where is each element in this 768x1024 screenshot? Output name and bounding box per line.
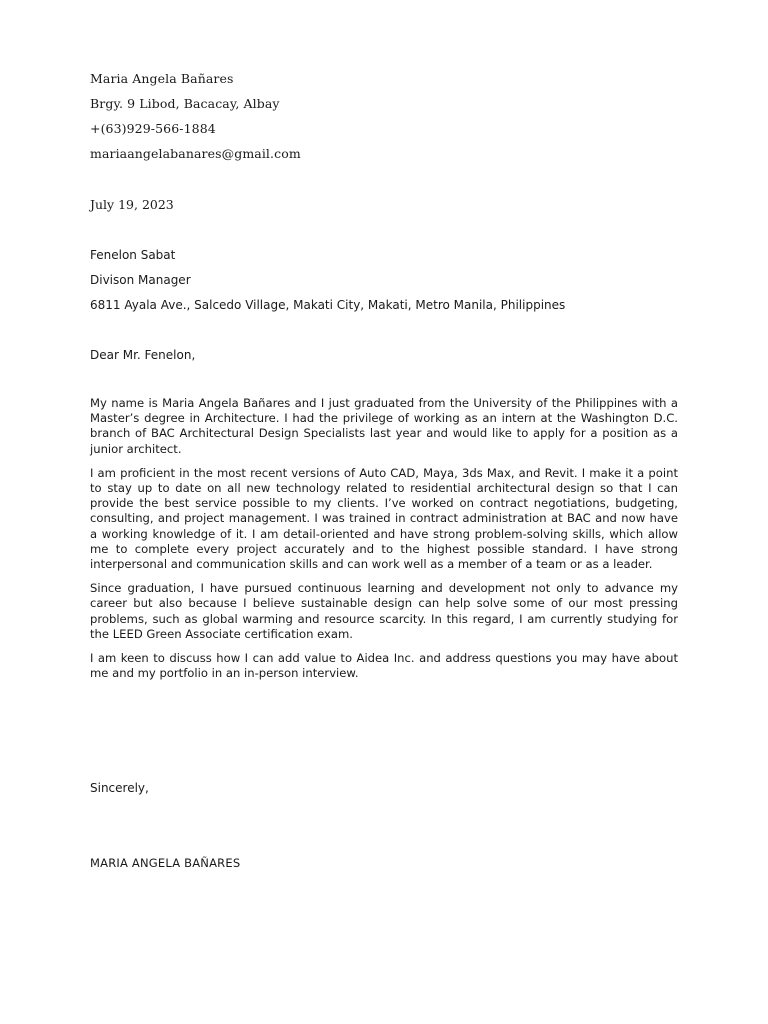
sender-email: mariaangelabanares@gmail.com (90, 146, 301, 161)
body-paragraph: Since graduation, I have pursued continuous learning and development not only to advance my career but also because I believe sustainable design can help solve some of our most pressing problems, such as global warming and resource scarcity. In this regard, I am currently studying for the LEED Green Associate certification exam. (90, 581, 678, 641)
recipient-address: 6811 Ayala Ave., Salcedo Village, Makati City, Makati, Metro Manila, Philippines (90, 298, 566, 312)
salutation: Dear Mr. Fenelon, (90, 348, 196, 362)
body-paragraph: I am proficient in the most recent versions of Auto CAD, Maya, 3ds Max, and Revit. I make it a point to stay up to date on all new technology related to residential architectural design so that I can provide the best service possible to my clients. I’ve worked on contract negotiations, budgeting, consulting, and project management. I was trained in contract administration at BAC and now have a working knowledge of it. I am detail-oriented and have strong problem-solving skills, which allow me to complete every project accurately and to the highest possible standard. I have strong interpersonal and communication skills and can work well as a member of a team or as a leader. (90, 465, 678, 572)
letter-date: July 19, 2023 (90, 197, 174, 212)
recipient-block (90, 246, 565, 321)
sender-phone: +(63)929-566-1884 (90, 121, 216, 136)
body-paragraph: My name is Maria Angela Bañares and I just graduated from the University of the Philippines with a Master’s degree in Architecture. I had the privilege of working as an intern at the Washington D.C. branch of BAC Architectural Design Specialists last year and would like to apply for a position as a junior architect. (90, 396, 678, 456)
recipient-name: Fenelon Sabat (90, 248, 176, 262)
body-paragraph: I am keen to discuss how I can add value to Aidea Inc. and address questions you may have about me and my portfolio in an in-person interview. (90, 651, 678, 681)
sender-address: Brgy. 9 Libod, Bacacay, Albay (90, 96, 280, 111)
closing: Sincerely, (90, 781, 149, 795)
sender-name: Maria Angela Bañares (90, 71, 234, 86)
signature-name: MARIA ANGELA BAÑARES (90, 856, 241, 870)
letter-body (90, 396, 678, 690)
sender-block (90, 70, 301, 170)
recipient-title: Divison Manager (90, 273, 191, 287)
